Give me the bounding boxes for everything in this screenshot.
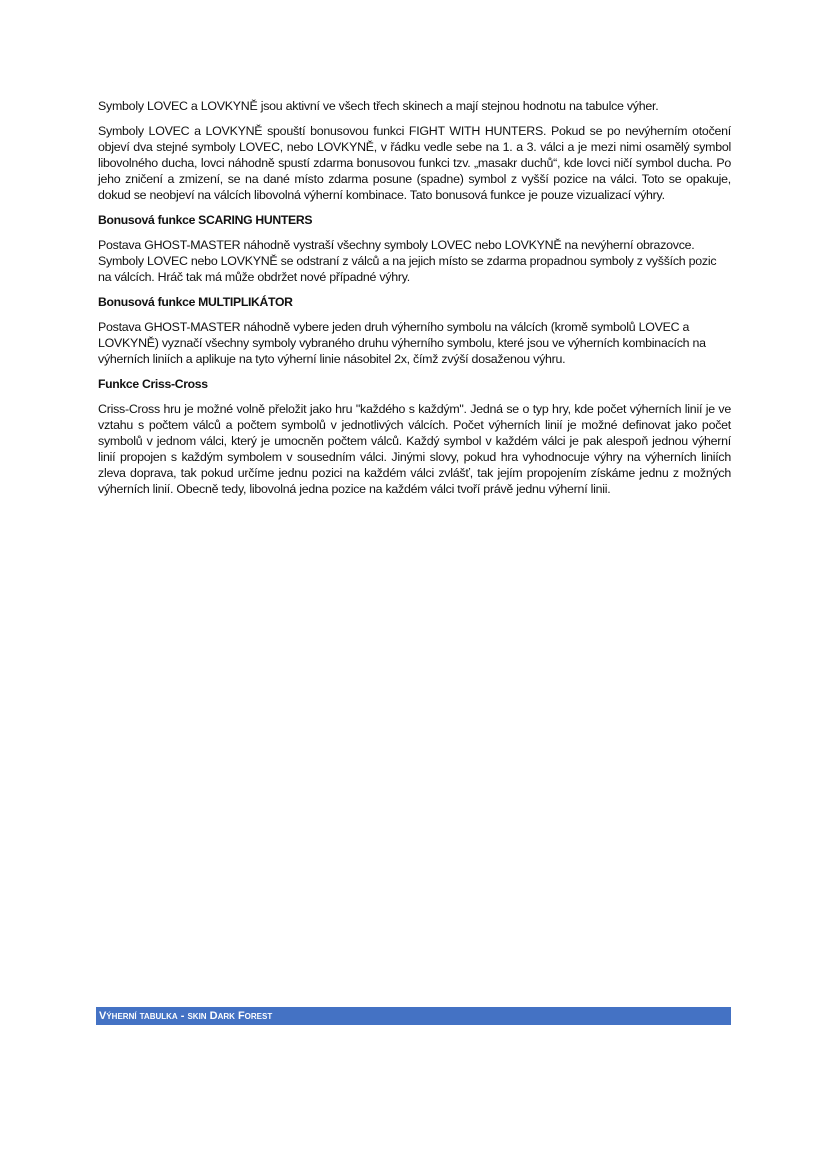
- heading-scaring-hunters: Bonusová funkce SCARING HUNTERS: [98, 213, 313, 227]
- paragraph-criss-cross: Criss-Cross hru je možné volně přeložit jako hru "každého s každým". Jedná se o typ hry, kde počet výherních linií je ve vztahu s počtem válců a počtem symbolů v jednotlivých válcích. Počet výherních linií je možné definovat jako počet symbolů v jednom válci, který je umocněn počtem válců. Každý symbol v každém válci je pak alespoň jednou výherní linií propojen s každým symbolem v sousedním válci. Jinými slovy, pokud hra vyhodnocuje výhry na výherních liniích zleva doprava, tak pokud určíme jednu pozici na každém válci zvlášť, tak jejím propojením získáme jednu z možných výherních linií. Obecně tedy, libovolná jedna pozice na každém válci tvoří právě jednu výherní linii.: [98, 402, 731, 496]
- heading-multiplikator: Bonusová funkce MULTIPLIKÁTOR: [98, 295, 293, 309]
- paytable-section-banner: [96, 1007, 731, 1025]
- paragraph-multiplikator: Postava GHOST-MASTER náhodně vybere jeden druh výherního symbolu na válcích (kromě symbolů LOVEC a LOVKYNĚ) vyznačí všechny symboly vybraného druhu výherního symbolu, které jsou ve výherních kombinacích na výherních liniích a aplikuje na tyto výherní linie násobitel 2x, čímž zvýší dosaženou výhru.: [98, 320, 706, 366]
- paragraph-scaring-hunters: Postava GHOST-MASTER náhodně vystraší všechny symboly LOVEC nebo LOVKYNĚ na nevýherní obrazovce. Symboly LOVEC nebo LOVKYNĚ se odstraní z válců a na jejich místo se zdarma propadnou symboly z vyšších pozic na válcích. Hráč tak má může obdržet nové případné výhry.: [98, 238, 717, 284]
- heading-criss-cross: Funkce Criss-Cross: [98, 377, 208, 391]
- paragraph-fight-with-hunters: Symboly LOVEC a LOVKYNĚ spouští bonusovou funkci FIGHT WITH HUNTERS. Pokud se po nevýherním otočení objeví dva stejné symboly LOVEC, nebo LOVKYNĚ, v řádku vedle sebe na 1. a 3. válci a je mezi nimi osamělý symbol libovolného ducha, lovci náhodně spustí zdarma bonusovou funkci tzv. „masakr duchů“, kde lovci ničí symbol ducha. Po jeho zničení a zmizení, se na dané místo zdarma posune (spadne) symbol z vyšší pozice na válci. Toto se opakuje, dokud se neobjeví na válcích libovolná výherní kombinace. Tato bonusová funkce je pouze vizualizací výhry.: [98, 124, 731, 202]
- paytable-banner-title: Výherní tabulka - skin Dark Forest: [99, 1010, 273, 1022]
- document-body: [98, 98, 731, 497]
- paragraph-hunter-symbols: Symboly LOVEC a LOVKYNĚ jsou aktivní ve všech třech skinech a mají stejnou hodnotu na tabulce výher.: [98, 99, 659, 113]
